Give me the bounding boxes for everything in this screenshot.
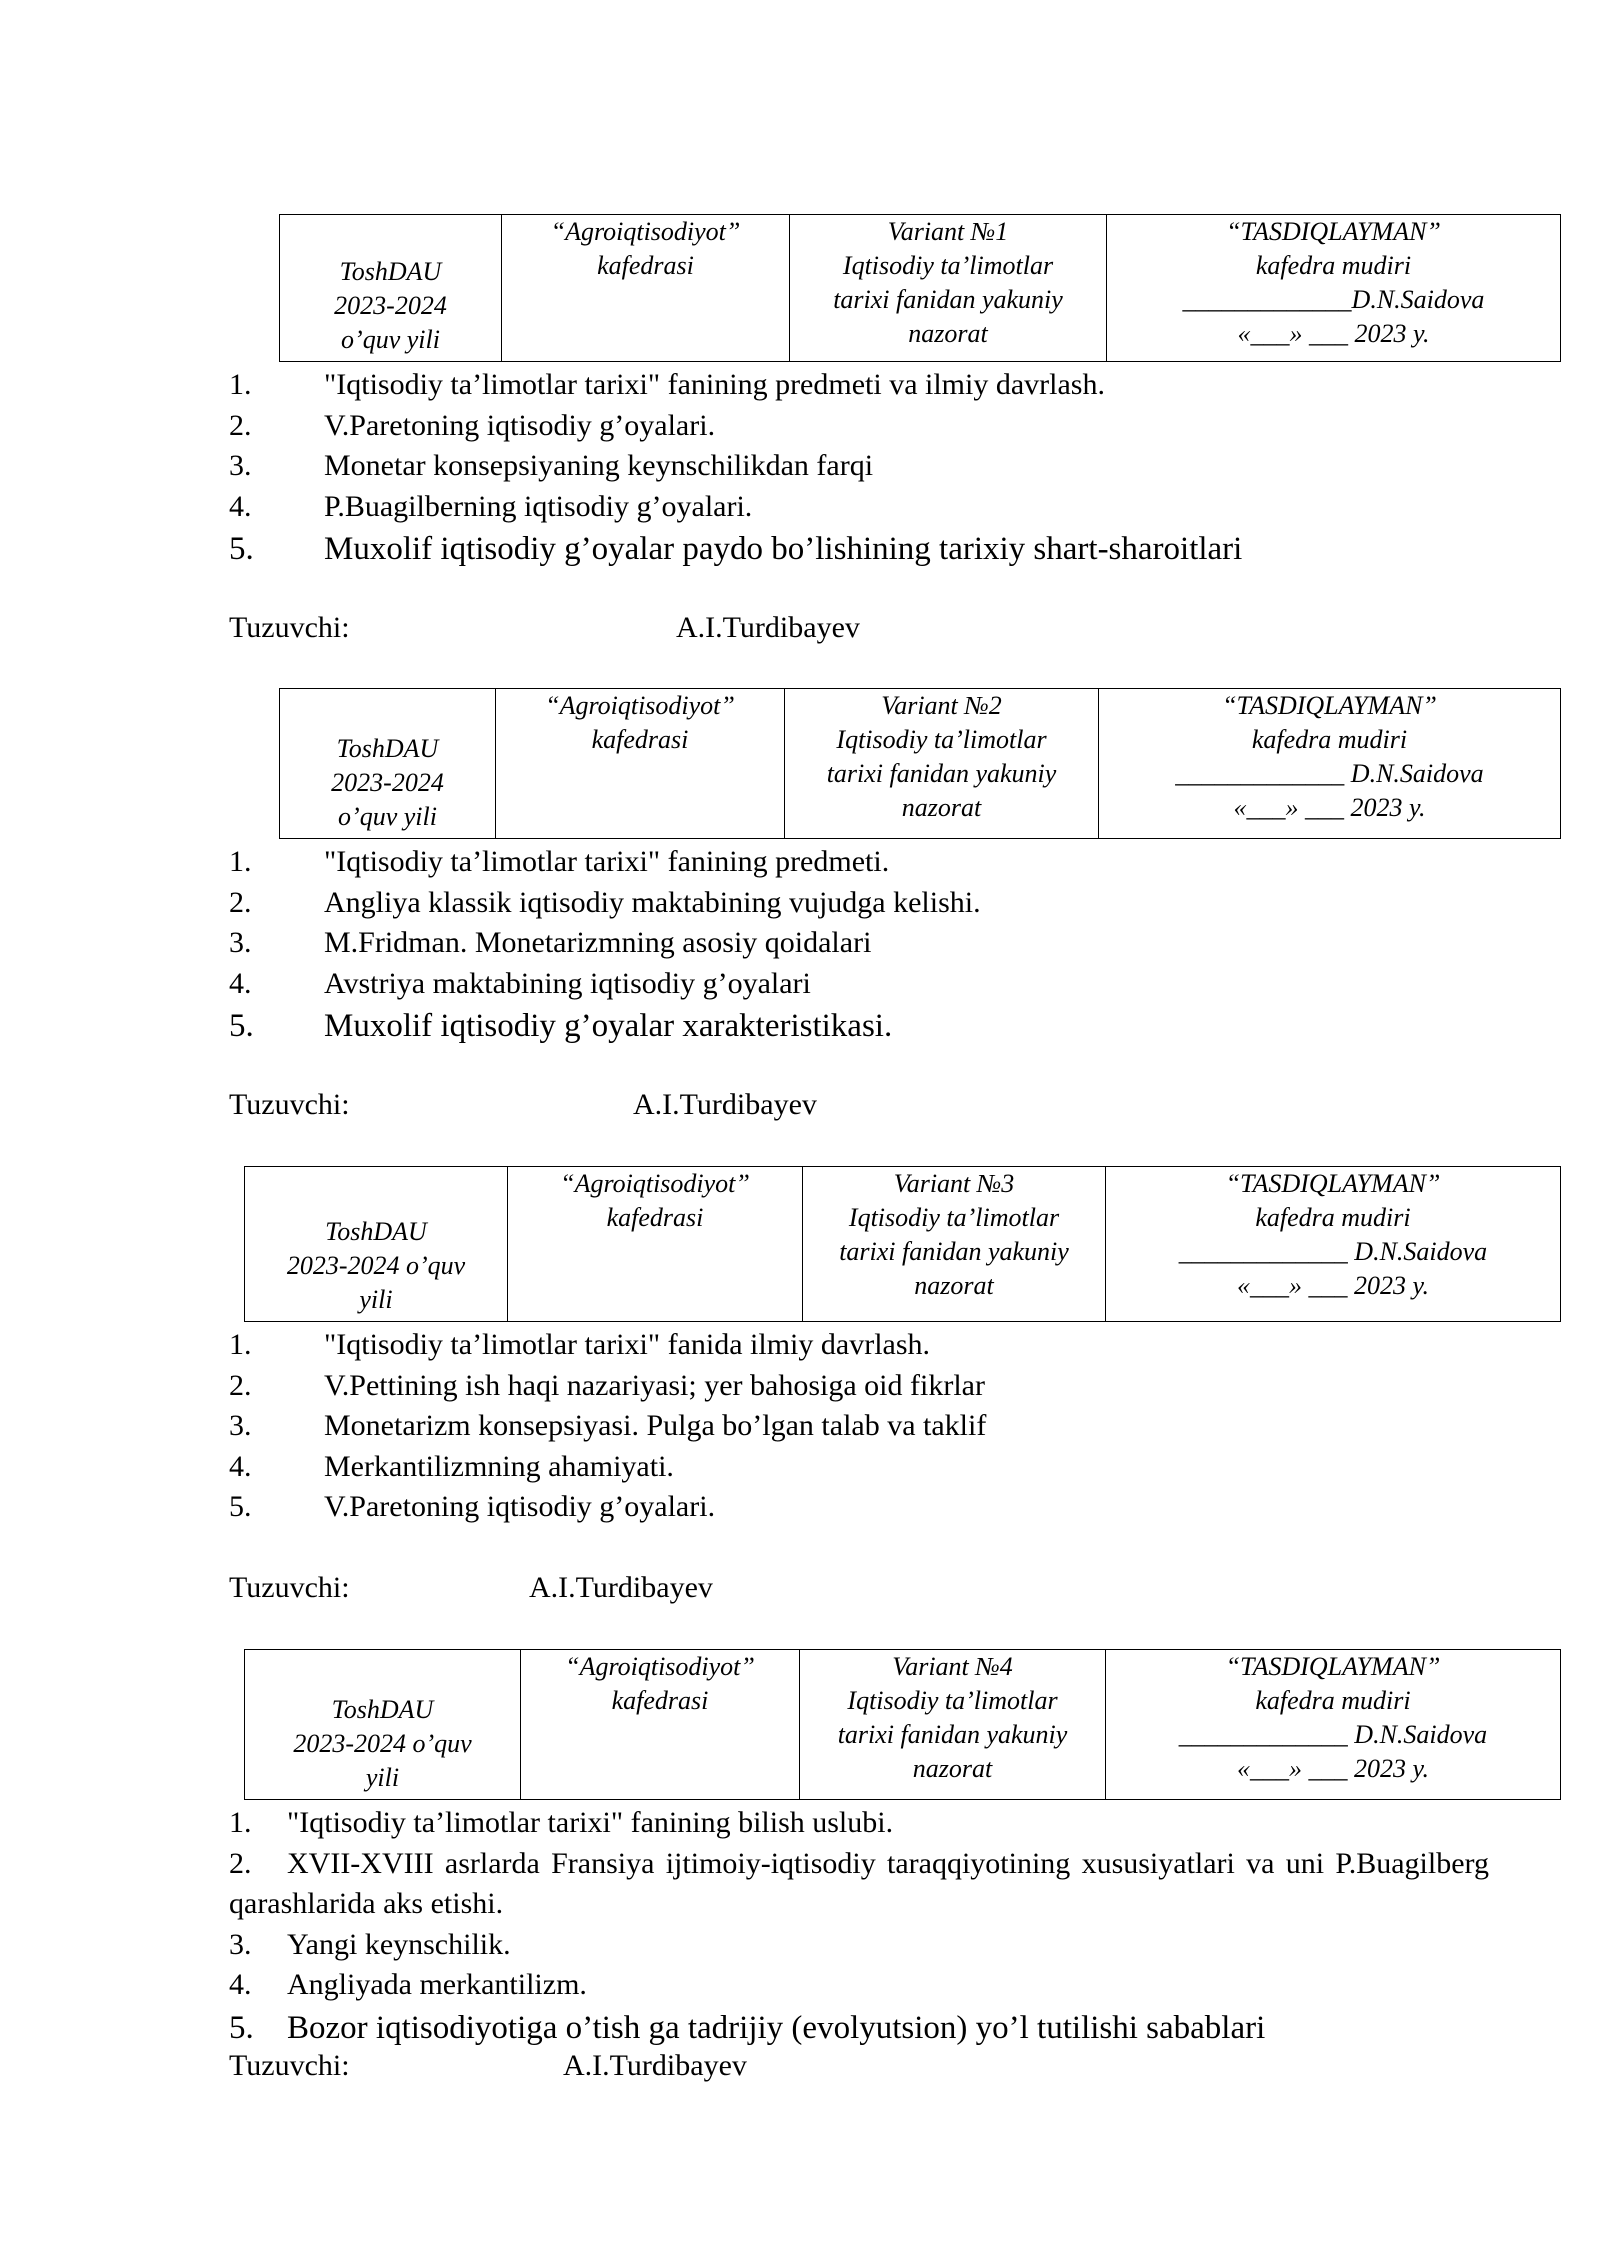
question-item [229,527,1549,571]
department-label: kafedrasi [606,1203,704,1232]
department-name: “Agroiqtisodiyot” [565,1652,755,1681]
question-item [229,1487,1549,1528]
author-label: Tuzuvchi: [229,2049,350,2082]
question-item [229,883,1549,924]
question-text: Monetar konsepsiyaning keynschilikdan farqi [324,449,874,482]
variant-4-questions [229,1803,1489,2050]
department-cell [502,215,790,362]
university-name: ToshDAU [339,257,442,286]
question-text: "Iqtisodiy ta’limotlar tarixi" fanining predmeti va ilmiy davrlash. [324,368,1105,401]
question-text: Muxolif iqtisodiy g’oyalar xarakteristikasi. [324,1008,893,1044]
question-text: "Iqtisodiy ta’limotlar tarixi" fanining bilish uslubi. [287,1806,894,1839]
question-text: Angliyada merkantilizm. [287,1968,587,2001]
department-cell [521,1650,800,1800]
variant-number: Variant №4 [892,1652,1013,1681]
approval-date: «___» ___ 2023 y. [1237,319,1430,348]
variant-subject-3: nazorat [901,793,982,822]
academic-year: 2023-2024 [334,291,447,320]
question-text: M.Fridman. Monetarizmning asosiy qoidalari [324,926,872,959]
university-cell [280,215,502,362]
variant-cell [803,1167,1106,1322]
question-text: XVII-XVIII asrlarda Fransiya ijtimoiy-iqtisodiy taraqqiyotining xususiyatlari va uni P.Buagilberg qarashlarida aks etishi. [229,1846,1489,1920]
academic-year-label: yili [359,1285,393,1314]
question-item [229,1803,1489,1844]
question-text: "Iqtisodiy ta’limotlar tarixi" fanining predmeti. [324,845,890,878]
question-item [229,1844,1489,1925]
variant-3-questions [229,1325,1549,1528]
question-item [229,1366,1549,1407]
variant-subject-1: Iqtisodiy ta’limotlar [836,725,1047,754]
academic-year: 2023-2024 [331,768,444,797]
department-name: “Agroiqtisodiyot” [545,691,735,720]
approval-title: “TASDIQLAYMAN” [1226,217,1441,246]
variant-subject-2: tarixi fanidan yakuniy [826,759,1057,788]
question-item [229,1325,1549,1366]
approval-cell [1106,1650,1561,1800]
variant-2-header-table [279,688,1561,839]
question-number: 2. [229,408,252,442]
question-text: Avstriya maktabining iqtisodiy g’oyalari [324,966,811,1000]
variant-subject-2: tarixi fanidan yakuniy [833,285,1063,314]
question-item [229,1965,1489,2006]
variant-2-questions [229,842,1549,1048]
question-item [229,487,1549,528]
approval-role: kafedra mudiri [1255,1686,1411,1715]
question-item [229,365,1549,406]
variant-4-header-table [244,1649,1561,1800]
approval-date: «___» ___ 2023 y. [1236,1271,1430,1300]
university-name: ToshDAU [336,734,439,763]
question-item [229,923,1549,964]
question-text: Bozor iqtisodiyotiga o’tish ga tadrijiy (evolyutsion) yo’l tutilishi sabablari [287,2009,1266,2046]
academic-year-label: o’quv yili [341,325,440,354]
university-cell [245,1167,508,1322]
variant-subject-1: Iqtisodiy ta’limotlar [842,251,1054,280]
variant-cell [790,215,1107,362]
approval-role: kafedra mudiri [1255,251,1412,280]
approval-date: «___» ___ 2023 y. [1233,793,1426,822]
approval-signature: _____________ D.N.Saidova [1175,759,1484,788]
question-text: Muxolif iqtisodiy g’oyalar paydo bo’lishining tarixiy shart-sharoitlari [324,531,1243,567]
author-label: Tuzuvchi: [229,1571,350,1604]
author-label: Tuzuvchi: [229,1088,350,1121]
variant-number: Variant №2 [881,691,1002,720]
question-item [229,1447,1549,1488]
question-text: V.Pettining ish haqi nazariyasi; yer bahosiga oid fikrlar [324,1368,985,1402]
question-item [229,1004,1549,1048]
variant-number: Variant №3 [893,1169,1015,1198]
question-text: "Iqtisodiy ta’limotlar tarixi" fanida ilmiy davrlash. [324,1328,931,1361]
question-number: 2. [229,1846,252,1880]
question-number: 4. [229,1968,252,2001]
question-number: 1. [229,1328,252,1361]
university-cell [245,1650,521,1800]
variant-subject-3: nazorat [912,1754,993,1783]
department-cell [508,1167,803,1322]
question-number: 1. [229,1806,252,1839]
question-item [229,446,1549,487]
question-item [229,842,1549,883]
question-number: 1. [229,845,252,878]
question-number: 1. [229,368,252,401]
variant-number: Variant №1 [887,217,1009,246]
university-name: ToshDAU [331,1695,434,1724]
question-number: 4. [229,1449,252,1483]
question-number: 5. [229,531,254,567]
academic-year-label: o’quv yili [338,802,437,831]
variant-3-header-table [244,1166,1561,1322]
approval-signature: _____________ D.N.Saidova [1178,1237,1488,1266]
question-item [229,964,1549,1005]
question-text: P.Buagilberning iqtisodiy g’oyalari. [324,489,753,523]
question-number: 4. [229,966,252,1000]
question-text: Yangi keynschilik. [287,1927,511,1961]
approval-cell [1107,215,1561,362]
question-number: 5. [229,1490,252,1523]
question-text: Monetarizm konsepsiyasi. Pulga bo’lgan talab va taklif [324,1409,987,1442]
variant-1-header-table [279,214,1561,362]
question-number: 5. [229,2009,254,2046]
question-number: 3. [229,449,252,482]
author-name: A.I.Turdibayev [633,1088,817,1121]
question-text: Merkantilizmning ahamiyati. [324,1449,674,1483]
approval-date: «___» ___ 2023 y. [1236,1754,1430,1783]
approval-title: “TASDIQLAYMAN” [1225,1652,1441,1681]
question-item [229,2006,1489,2050]
author-name: A.I.Turdibayev [676,611,860,644]
question-number: 5. [229,1008,254,1044]
department-cell [496,689,785,839]
approval-role: kafedra mudiri [1255,1203,1411,1232]
approval-title: “TASDIQLAYMAN” [1225,1169,1441,1198]
department-label: kafedrasi [591,725,689,754]
approval-signature: _____________D.N.Saidova [1182,285,1485,314]
department-label: kafedrasi [611,1686,709,1715]
author-name: A.I.Turdibayev [529,1571,713,1604]
approval-cell [1099,689,1561,839]
academic-year: 2023-2024 o’quv [286,1251,466,1280]
variant-cell [800,1650,1106,1800]
variant-subject-1: Iqtisodiy ta’limotlar [848,1203,1060,1232]
question-item [229,406,1549,447]
question-item [229,1406,1549,1447]
question-number: 3. [229,1409,252,1442]
author-name: A.I.Turdibayev [563,2049,747,2082]
approval-cell [1106,1167,1561,1322]
question-number: 4. [229,489,252,523]
variant-subject-2: tarixi fanidan yakuniy [837,1720,1068,1749]
university-cell [280,689,496,839]
variant-subject-3: nazorat [908,319,988,348]
variant-subject-2: tarixi fanidan yakuniy [839,1237,1069,1266]
department-name: “Agroiqtisodiyot” [560,1169,750,1198]
approval-signature: _____________ D.N.Saidova [1178,1720,1488,1749]
approval-role: kafedra mudiri [1251,725,1408,754]
question-text: Angliya klassik iqtisodiy maktabining vujudga kelishi. [324,885,981,919]
question-number: 2. [229,885,252,919]
question-number: 2. [229,1368,252,1402]
variant-1-questions [229,365,1549,571]
question-item [229,1925,1489,1966]
author-label: Tuzuvchi: [229,611,350,644]
question-number: 3. [229,1927,252,1961]
approval-title: “TASDIQLAYMAN” [1222,691,1437,720]
variant-subject-3: nazorat [914,1271,994,1300]
department-name: “Agroiqtisodiyot” [550,217,741,246]
university-name: ToshDAU [325,1217,427,1246]
department-label: kafedrasi [597,251,694,280]
question-text: V.Paretoning iqtisodiy g’oyalari. [324,1490,716,1523]
question-text: V.Paretoning iqtisodiy g’oyalari. [324,408,716,442]
variant-cell [785,689,1099,839]
variant-subject-1: Iqtisodiy ta’limotlar [847,1686,1058,1715]
question-number: 3. [229,926,252,959]
academic-year: 2023-2024 o’quv [293,1729,472,1758]
academic-year-label: yili [365,1763,400,1792]
